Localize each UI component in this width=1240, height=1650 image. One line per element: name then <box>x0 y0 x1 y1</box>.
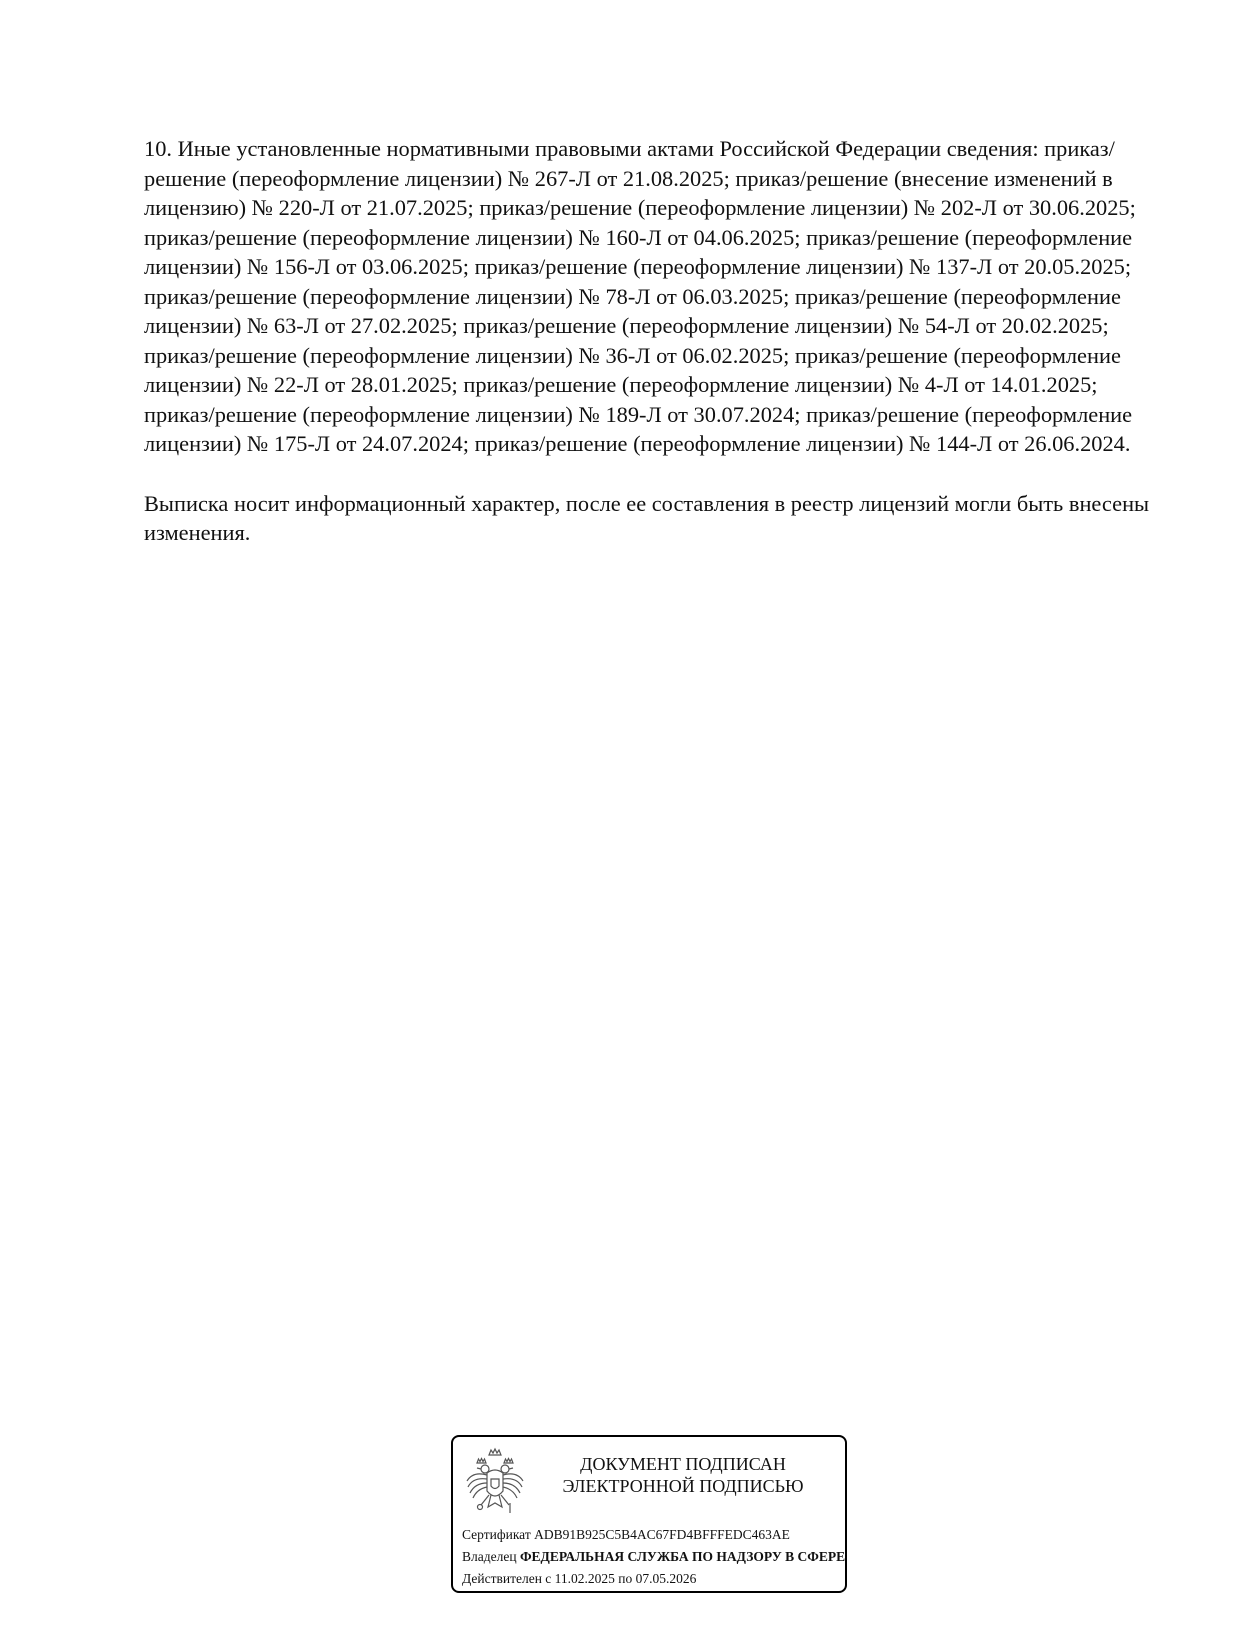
owner-value: ФЕДЕРАЛЬНАЯ СЛУЖБА ПО НАДЗОРУ В СФЕРЕ <box>519 1549 846 1564</box>
owner-label: Владелец <box>462 1549 517 1564</box>
certificate-value: ADB91B925C5B4AC67FD4BFFFEDC463AE <box>534 1527 790 1542</box>
disclaimer-paragraph: Выписка носит информационный характер, после ее составления в реестр лицензий могли быть внесены изменения. <box>144 490 1150 545</box>
electronic-signature-stamp <box>451 1435 847 1593</box>
certificate-line <box>462 1526 790 1544</box>
stamp-title-line-2: ЭЛЕКТРОННОЙ ПОДПИСЬЮ <box>562 1476 804 1496</box>
document-body <box>144 134 1172 548</box>
validity-line: Действителен с 11.02.2025 по 07.05.2026 <box>462 1571 697 1586</box>
certificate-label: Сертификат <box>462 1527 531 1542</box>
stamp-title-line-1: ДОКУМЕНТ ПОДПИСАН <box>580 1454 786 1474</box>
section-10-paragraph: 10. Иные установленные нормативными правовыми актами Российской Федерации сведения: приказ/решение (переоформление лицензии) № 267-Л от 21.08.2025; приказ/решение (внесение изменений в лицензию) № 220-Л от 21.07.2025; приказ/решение (переоформление лицензии) № 202-Л от 30.06.2025; приказ/решение (переоформление лицензии) № 160-Л от 04.06.2025; приказ/решение (переоформление лицензии) № 156-Л от 03.06.2025; приказ/решение (переоформление лицензии) № 137-Л от 20.05.2025; приказ/решение (переоформление лицензии) № 78-Л от 06.03.2025; приказ/решение (переоформление лицензии) № 63-Л от 27.02.2025; приказ/решение (переоформление лицензии) № 54-Л от 20.02.2025; приказ/решение (переоформление лицензии) № 36-Л от 06.02.2025; приказ/решение (переоформление лицензии) № 22-Л от 28.01.2025; приказ/решение (переоформление лицензии) № 4-Л от 14.01.2025; приказ/решение (переоформление лицензии) № 189-Л от 30.07.2024; приказ/решение (переоформление лицензии) № 175-Л от 24.07.2024; приказ/решение (переоформление лицензии) № 144-Л от 26.06.2024. <box>144 136 1136 456</box>
owner-line <box>462 1548 845 1566</box>
stamp-title <box>548 1453 818 1497</box>
coat-of-arms-icon <box>463 1445 527 1521</box>
